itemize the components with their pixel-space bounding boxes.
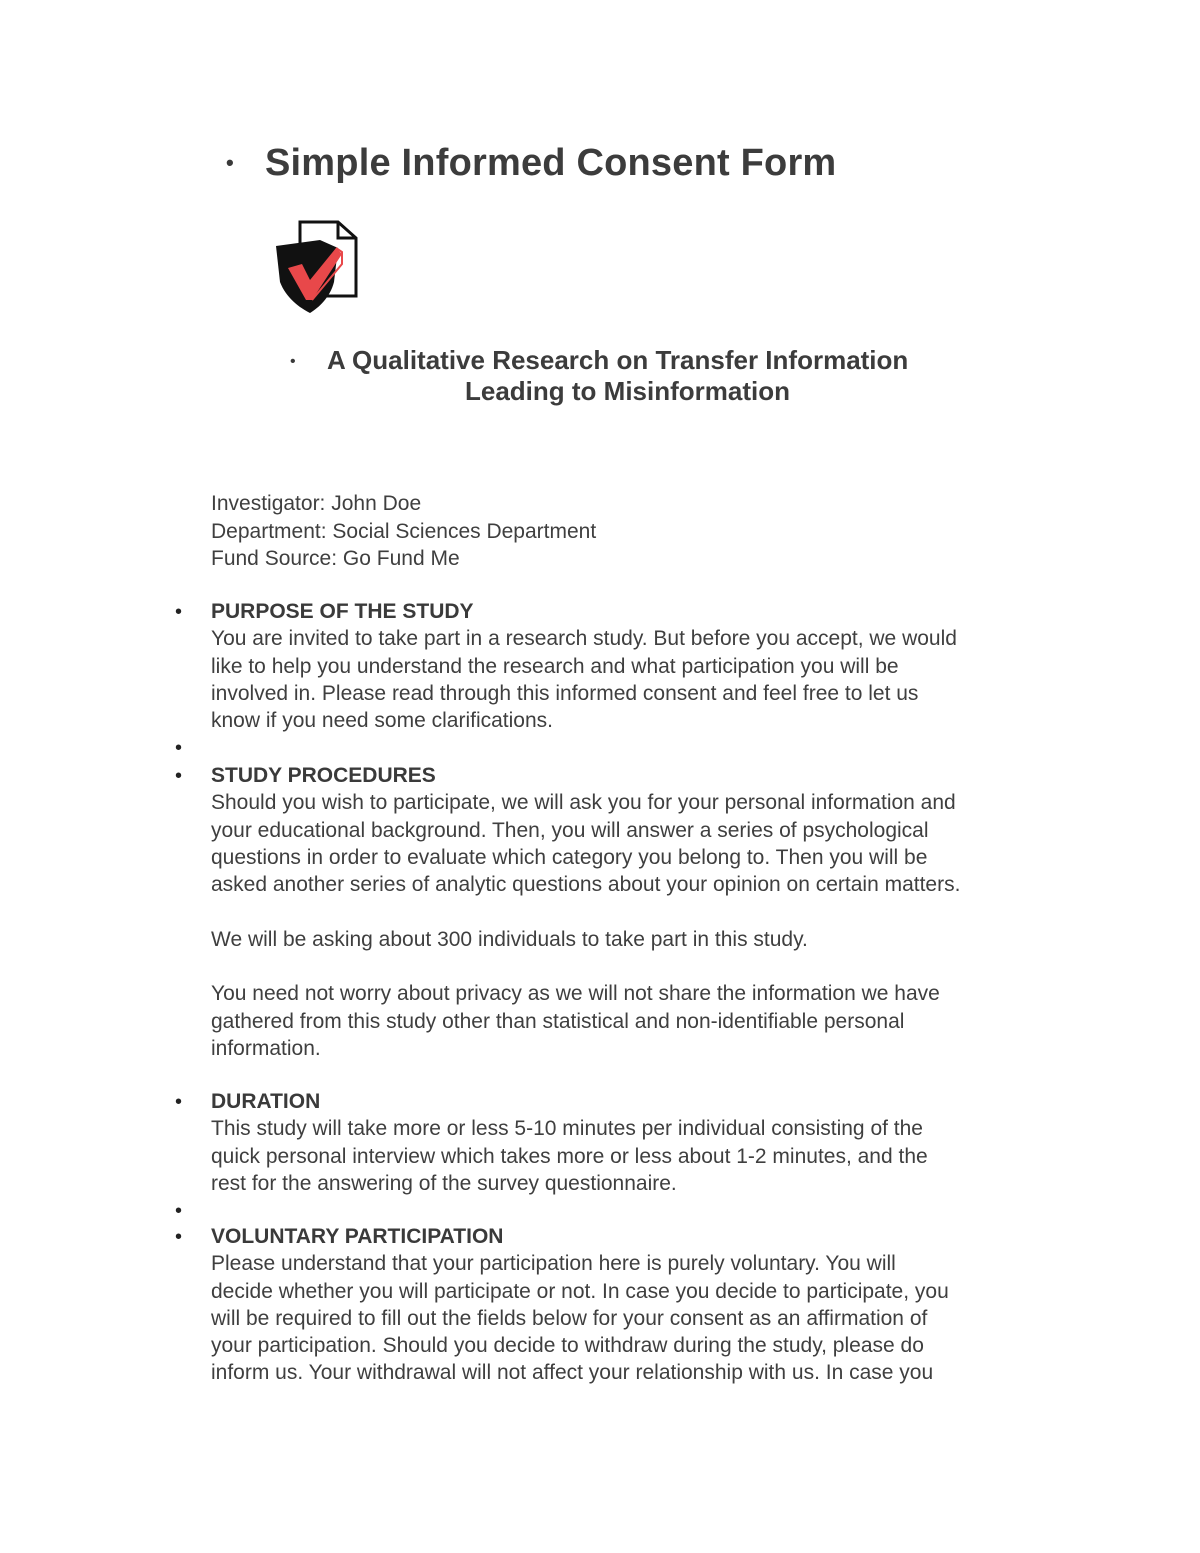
subtitle-bullet: • — [290, 353, 296, 370]
section-bullet: • — [175, 765, 183, 787]
paragraph-line: information. — [211, 1036, 321, 1060]
paragraph-line: Please understand that your participation here is purely voluntary. You will — [211, 1252, 896, 1276]
shield-document-check-icon — [272, 218, 360, 316]
paragraph-line: will be required to fill out the fields below for your consent as an affirmation of — [211, 1306, 928, 1330]
paragraph-line: involved in. Please read through this informed consent and feel free to let us — [211, 681, 919, 705]
section-bullet: • — [175, 1226, 183, 1248]
paragraph-line: quick personal interview which takes more or less about 1-2 minutes, and the — [211, 1144, 928, 1168]
paragraph-line: You need not worry about privacy as we will not share the information we have — [211, 982, 940, 1006]
paragraph-line: We will be asking about 300 individuals to take part in this study. — [211, 927, 808, 951]
paragraph-line: questions in order to evaluate which category you belong to. Then you will be — [211, 845, 928, 869]
paragraph-line: asked another series of analytic questions about your opinion on certain matters. — [211, 873, 961, 897]
section-heading: DURATION — [211, 1090, 321, 1113]
section-bullet: • — [175, 1091, 183, 1113]
paragraph-line: You are invited to take part in a research study. But before you accept, we would — [211, 627, 957, 651]
subtitle-line-2: Leading to Misinformation — [465, 376, 790, 406]
section-heading: VOLUNTARY PARTICIPATION — [211, 1225, 504, 1248]
empty-bullet: • — [175, 1200, 183, 1222]
title-bullet: • — [226, 150, 234, 175]
section-bullet: • — [175, 601, 183, 623]
department-line: Department: Social Sciences Department — [211, 519, 597, 543]
subtitle-line-1: A Qualitative Research on Transfer Information — [327, 345, 909, 375]
investigator-line: Investigator: John Doe — [211, 492, 422, 515]
paragraph-line: rest for the answering of the survey questionnaire. — [211, 1171, 677, 1195]
paragraph-line: inform us. Your withdrawal will not affect your relationship with us. In case you — [211, 1361, 934, 1385]
fund-source-line: Fund Source: Go Fund Me — [211, 547, 460, 570]
paragraph-line: gathered from this study other than statistical and non-identifiable personal — [211, 1009, 905, 1033]
empty-bullet: • — [175, 737, 183, 759]
section-heading: PURPOSE OF THE STUDY — [211, 600, 474, 623]
document-subtitle — [327, 345, 947, 407]
document-title: Simple Informed Consent Form — [265, 142, 837, 184]
study-meta — [211, 490, 596, 573]
paragraph-line: your participation. Should you decide to withdraw during the study, please do — [211, 1334, 924, 1358]
paragraph-line: decide whether you will participate or not. In case you decide to participate, you — [211, 1279, 949, 1303]
section-heading: STUDY PROCEDURES — [211, 764, 436, 787]
paragraph-line: like to help you understand the research and what participation you will be — [211, 654, 899, 678]
paragraph-line: Should you wish to participate, we will ask you for your personal information and — [211, 791, 956, 815]
paragraph-line: your educational background. Then, you will answer a series of psychological — [211, 818, 929, 842]
paragraph-line: This study will take more or less 5-10 minutes per individual consisting of the — [211, 1117, 923, 1141]
paragraph-line: know if you need some clarifications. — [211, 709, 553, 733]
